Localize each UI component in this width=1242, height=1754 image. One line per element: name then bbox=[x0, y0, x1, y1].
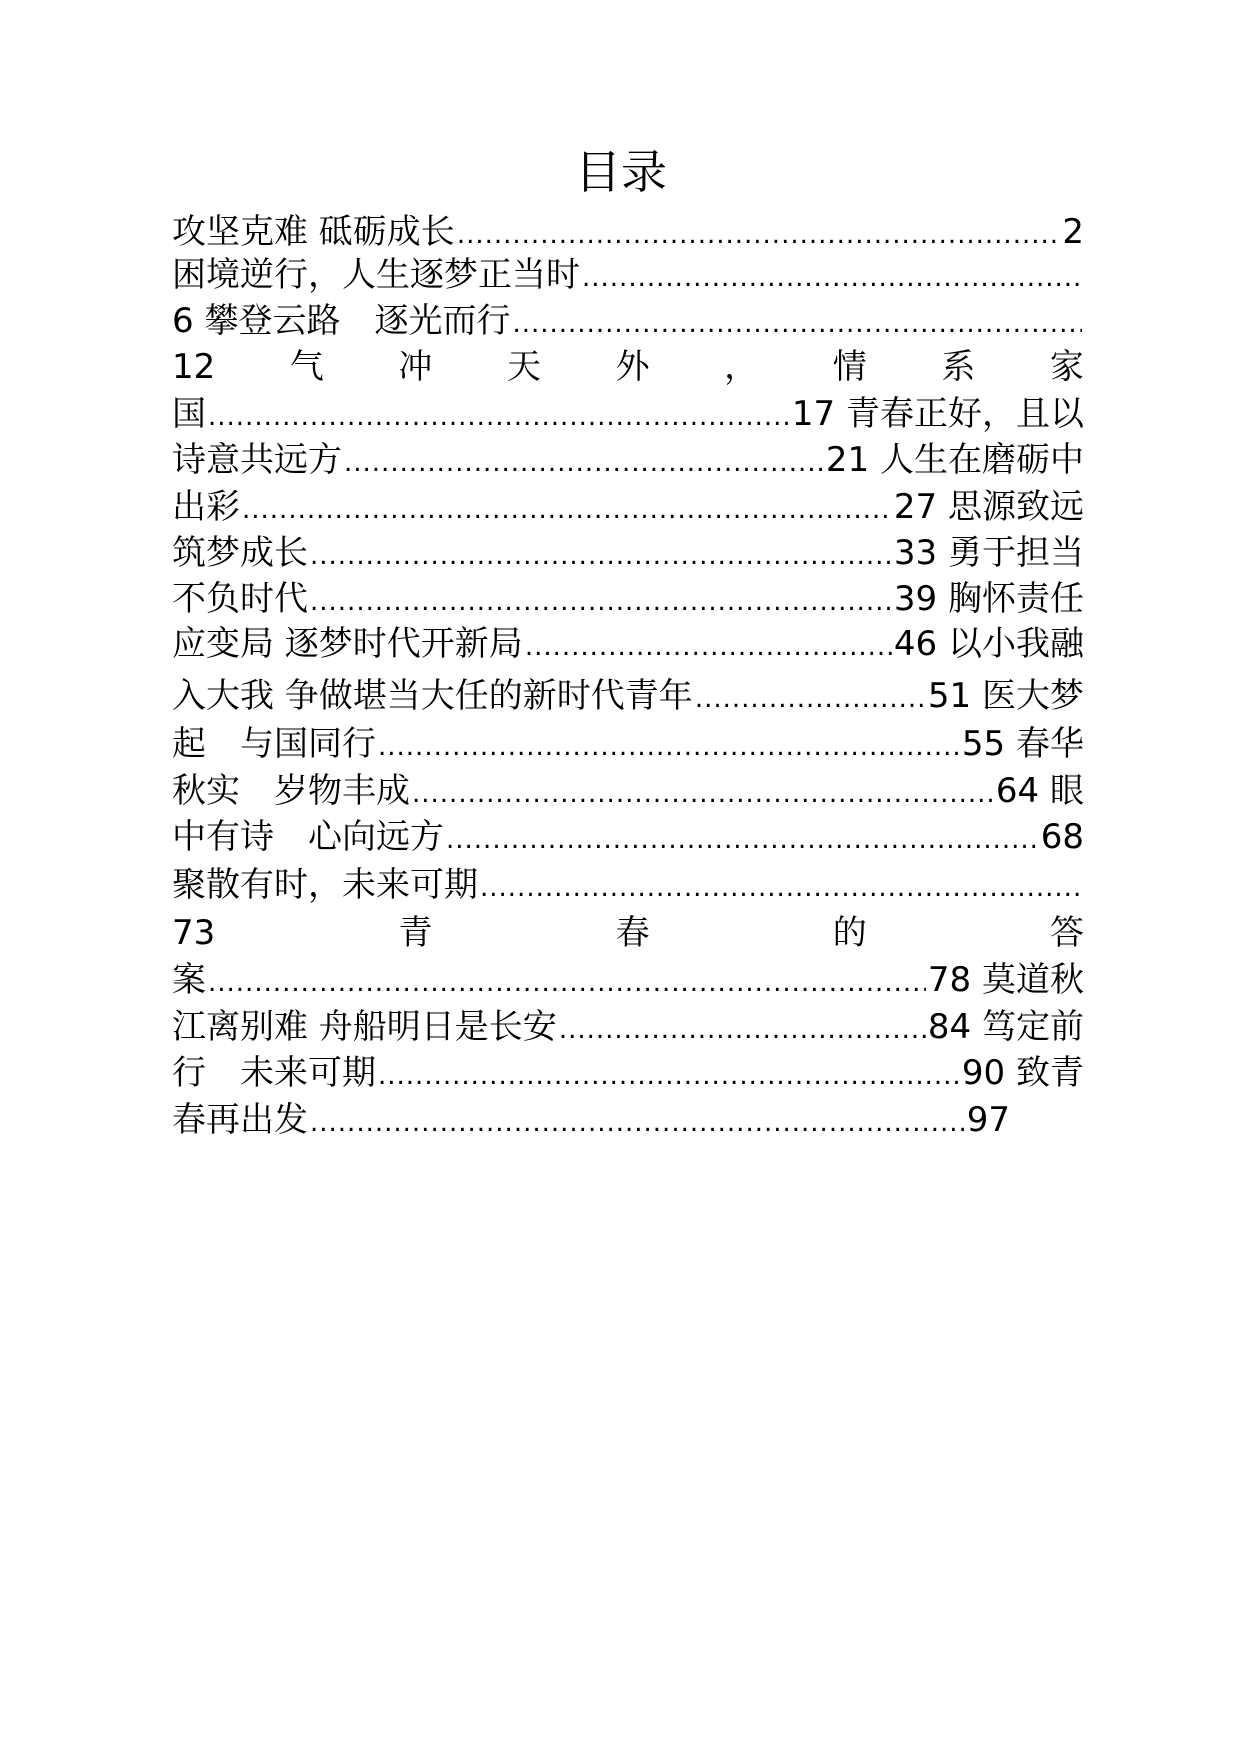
toc-entry-text: 攻坚克难 砥砺成长 bbox=[172, 212, 455, 252]
toc-entry-text: 应变局 逐梦时代开新局 bbox=[172, 624, 523, 664]
toc-entry-text: 入大我 争做堪当大任的新时代青年 bbox=[172, 676, 693, 716]
dot-leader bbox=[480, 865, 1082, 908]
toc-entry-text: 出彩 bbox=[172, 487, 240, 527]
toc-entry-text: 行 未来可期 bbox=[172, 1053, 376, 1093]
toc-entry-text: 聚散有时，未来可期 bbox=[172, 865, 478, 905]
toc-line bbox=[172, 957, 1084, 1003]
toc-entry-text: 55 春华 bbox=[961, 724, 1084, 764]
toc-entry-text: 外 bbox=[615, 347, 650, 387]
toc-entry-text: 青 bbox=[398, 913, 433, 953]
toc-entry-text: ， bbox=[724, 347, 759, 387]
dot-leader bbox=[378, 1053, 960, 1096]
toc-entry-text: 6 攀登云路 逐光而行 bbox=[172, 301, 511, 341]
toc-entry-text: 天 bbox=[507, 347, 541, 387]
toc-entry-text: 不负时代 bbox=[172, 579, 308, 619]
dot-leader bbox=[525, 624, 892, 667]
toc-entry-text: 64 眼 bbox=[995, 771, 1084, 811]
toc-entry-text: 春再出发 bbox=[172, 1100, 308, 1140]
dot-leader bbox=[582, 255, 1082, 298]
toc-entry-text: 诗意共远方 bbox=[172, 440, 342, 480]
toc-entry-text: 27 思源致远 bbox=[893, 487, 1084, 527]
toc-entry-text: 秋实 岁物丰成 bbox=[172, 771, 410, 811]
toc-line bbox=[172, 721, 1084, 767]
dot-leader bbox=[559, 1007, 926, 1050]
toc-entry-text: 51 医大梦 bbox=[927, 676, 1084, 716]
toc-entry-text: 78 莫道秋 bbox=[927, 960, 1084, 1000]
toc-entry-text: 起 与国同行 bbox=[172, 724, 376, 764]
toc-entry-text: 春 bbox=[615, 913, 650, 953]
toc-entry-text: 气 bbox=[289, 347, 324, 387]
toc-entry-text: 冲 bbox=[398, 347, 433, 387]
toc-line bbox=[172, 391, 1084, 437]
dot-leader bbox=[310, 579, 892, 622]
toc-entry-text: 84 笃定前 bbox=[927, 1007, 1084, 1047]
toc-entry-text: 筑梦成长 bbox=[172, 533, 308, 573]
toc-line bbox=[172, 1004, 1084, 1050]
toc-entry-text: 案 bbox=[172, 960, 206, 1000]
dot-leader bbox=[344, 440, 824, 483]
toc-entry-text: 江离别难 舟船明日是长安 bbox=[172, 1007, 557, 1047]
dot-leader bbox=[446, 817, 1039, 860]
toc-entry-text: 国 bbox=[172, 394, 206, 434]
toc-entry-text: 21 人生在磨砺中 bbox=[825, 440, 1084, 480]
dot-leader bbox=[310, 1100, 965, 1143]
dot-leader bbox=[242, 487, 892, 530]
toc-line bbox=[172, 1050, 1084, 1096]
toc-entry-text: 答 bbox=[1049, 913, 1084, 953]
dot-leader bbox=[512, 301, 1082, 344]
toc-line bbox=[172, 814, 1084, 860]
toc-entry-text: 46 以小我融 bbox=[893, 624, 1084, 664]
dot-leader bbox=[208, 394, 790, 437]
toc-line bbox=[172, 209, 1084, 255]
toc-entry-text: 12 bbox=[172, 347, 216, 387]
toc-line bbox=[172, 576, 1084, 622]
toc-line bbox=[172, 862, 1084, 908]
toc-entry-text: 困境逆行，人生逐梦正当时 bbox=[172, 255, 580, 295]
toc-line bbox=[172, 530, 1084, 576]
toc-line bbox=[172, 252, 1084, 298]
toc-entry-text: 17 青春正好，且以 bbox=[791, 394, 1084, 434]
toc-entry-text: 73 bbox=[172, 913, 216, 953]
toc-title: 目录 bbox=[575, 145, 667, 199]
dot-leader bbox=[378, 724, 960, 767]
toc-page-number: 68 bbox=[1040, 817, 1084, 857]
toc-line bbox=[172, 621, 1084, 667]
toc-line bbox=[172, 910, 1084, 956]
dot-leader bbox=[208, 960, 926, 1003]
toc-entry-text: 中有诗 心向远方 bbox=[172, 817, 444, 857]
toc-entry-text: 的 bbox=[832, 913, 867, 953]
toc-line bbox=[172, 298, 1084, 344]
toc-page-number: 2 bbox=[1062, 212, 1084, 252]
toc-entry-text: 家 bbox=[1049, 347, 1084, 387]
toc-line bbox=[172, 1097, 1010, 1143]
toc-page-number: 97 bbox=[966, 1100, 1010, 1140]
toc-entry-text: 90 致青 bbox=[961, 1053, 1084, 1093]
dot-leader bbox=[695, 676, 926, 719]
toc-line bbox=[172, 437, 1084, 483]
toc-line bbox=[172, 484, 1084, 530]
toc-line bbox=[172, 344, 1084, 390]
dot-leader bbox=[457, 212, 1061, 255]
toc-entry-text: 39 胸怀责任 bbox=[893, 579, 1084, 619]
toc-entry-text: 系 bbox=[941, 347, 976, 387]
toc-line bbox=[172, 768, 1084, 814]
dot-leader bbox=[310, 533, 892, 576]
dot-leader bbox=[412, 771, 994, 814]
toc-entry-text: 33 勇于担当 bbox=[893, 533, 1084, 573]
toc-line bbox=[172, 673, 1084, 719]
toc-entry-text: 情 bbox=[832, 347, 867, 387]
